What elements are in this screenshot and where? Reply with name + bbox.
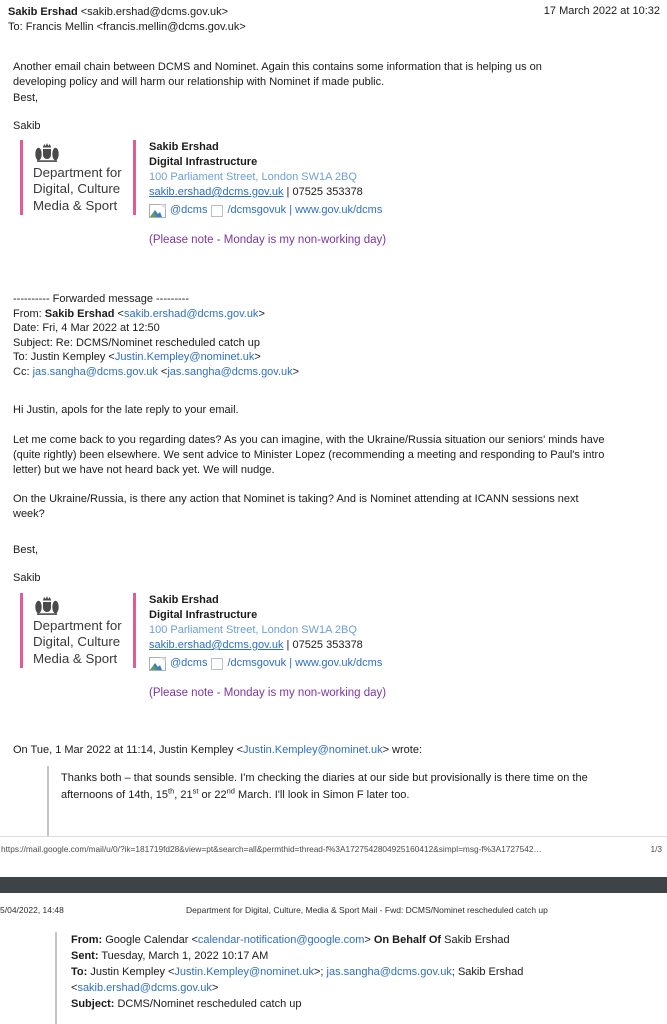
signature-phone: 07525 353378 (292, 639, 363, 651)
royal-crest-icon (34, 141, 60, 163)
page2-header-title: Department for Digital, Culture, Media & Sport Mail - Fwd: DCMS/Nominet rescheduled catch up (186, 905, 548, 915)
email-closing: Best, (13, 92, 39, 104)
dcms-logo (20, 593, 136, 668)
bracket: > (254, 351, 261, 364)
to-email-link-2[interactable]: jas.sangha@dcms.gov.uk (326, 966, 452, 978)
page2-print-header (0, 905, 667, 917)
page2-quoted-header-block (55, 932, 645, 1024)
ordinal-superscript: nd (226, 786, 235, 796)
facebook-and-website-link[interactable]: /dcmsgovuk | www.gov.uk/dcms (227, 657, 383, 669)
bracket: > (292, 365, 300, 378)
logo-text-block (23, 140, 133, 215)
logo-line-3: Media & Sport (33, 197, 118, 213)
email-date: 17 March 2022 at 10:32 (543, 5, 660, 17)
bracket: < (71, 982, 78, 994)
signature-social-line (149, 656, 386, 671)
forwarded-body-paragraph-2: Let me come back to you regarding dates? As you can imagine, with the Ukraine/Russia situation our seniors' minds have (quite rightly) been elsewhere. We sent advice to Minister Lopez (recommending a meeting and responding to Paul's intro letter) but we have not heard back yet. We will nudge. (13, 434, 605, 476)
subject-label: Subject: (71, 998, 115, 1010)
quote-text-part: , 21 (174, 789, 193, 801)
page-bottom-rule (0, 836, 667, 837)
to-email-link-1[interactable]: Justin.Kempley@nominet.uk (174, 966, 314, 978)
empty-image-placeholder-icon (211, 658, 223, 670)
page-indicator: 1/3 (650, 844, 662, 854)
signature-details (149, 593, 386, 701)
page2-sent-line (71, 948, 645, 964)
forwarded-to-line (13, 350, 299, 365)
quote-text-part: or 22 (198, 789, 227, 801)
page2-header-timestamp: 5/04/2022, 14:48 (0, 905, 64, 915)
bracket: > (258, 307, 265, 320)
to-label: To: (71, 966, 88, 978)
forwarded-closing: Best, (13, 544, 39, 556)
signature-address: 100 Parliament Street, London SW1A 2BQ (149, 624, 357, 636)
quote-intro-line (13, 744, 422, 756)
twitter-handle-link[interactable]: @dcms (170, 204, 208, 216)
broken-image-icon (149, 657, 166, 671)
logo-right-bar (133, 140, 136, 215)
contact-separator: | (283, 186, 293, 198)
quoted-message-text (61, 770, 631, 804)
signature-details (149, 140, 386, 248)
sender-email: <sakib.ershad@dcms.gov.uk> (77, 6, 229, 18)
logo-line-2: Digital, Culture (33, 634, 121, 650)
forwarded-body-paragraph-3: On the Ukraine/Russia, is there any action that Nominet is taking? And is Nominet attending at ICANN sessions next week? (13, 493, 579, 520)
royal-crest-icon (34, 594, 60, 616)
forwarded-from-email-link[interactable]: sakib.ershad@dcms.gov.uk (123, 307, 259, 320)
dcms-logo (20, 140, 136, 215)
sent-value: Tuesday, March 1, 2022 10:17 AM (98, 950, 269, 962)
email-header-left (8, 5, 246, 35)
ordinal-superscript: st (192, 786, 199, 796)
logo-line-3: Media & Sport (33, 650, 118, 666)
logo-line-1: Department for (33, 165, 122, 180)
from-value: Google Calendar < (102, 934, 198, 946)
cc-prefix: Cc: (13, 365, 33, 378)
from-label: From: (13, 307, 45, 320)
signature-email-link[interactable]: sakib.ershad@dcms.gov.uk (149, 186, 284, 198)
to-value: Justin Kempley < (87, 966, 175, 978)
email-to-line: To: Francis Mellin <francis.mellin@dcms.gov.uk> (8, 21, 246, 33)
email-from-line (8, 5, 246, 20)
email-header (8, 5, 660, 35)
email-signoff: Sakib (13, 120, 41, 132)
page2-from-line (71, 932, 645, 948)
print-footer-url: https://mail.google.com/mail/u/0/?ik=181719fd28&view=pt&search=all&permthid=thread-f%3A1727542804925160412&simpl=msg-f%3A1727542… (1, 844, 542, 854)
signature-social-line (149, 203, 386, 218)
quote-intro-prefix: On Tue, 1 Mar 2022 at 11:14, Justin Kempley < (13, 744, 244, 756)
bracket: < (157, 365, 168, 378)
bracket: < (114, 307, 124, 320)
non-working-day-note: (Please note - Monday is my non-working day) (149, 687, 387, 699)
forwarded-to-email-link[interactable]: Justin.Kempley@nominet.uk (114, 351, 255, 364)
empty-image-placeholder-icon (211, 205, 223, 217)
logo-right-bar (133, 593, 136, 668)
bracket: >; (313, 966, 327, 978)
calendar-notification-email-link[interactable]: calendar-notification@google.com (197, 934, 365, 946)
bracket: > (364, 934, 374, 946)
quote-text-part: March. I'll look in Simon F later too. (234, 789, 410, 801)
forwarded-subject-line: Subject: Re: DCMS/Nominet rescheduled catch up (13, 336, 261, 349)
signature-name: Sakib Ershad (149, 141, 219, 153)
from-label: From: (71, 934, 103, 946)
signature-title: Digital Infrastructure (149, 156, 258, 168)
logo-text-block (23, 593, 133, 668)
bracket: > (211, 982, 219, 994)
forwarded-signoff: Sakib (13, 572, 41, 584)
signature-email-link[interactable]: sakib.ershad@dcms.gov.uk (149, 639, 284, 651)
subject-value: DCMS/Nominet rescheduled catch up (114, 998, 302, 1010)
signature-block (20, 140, 386, 248)
broken-image-icon (149, 204, 166, 218)
on-behalf-label: On Behalf Of (373, 934, 442, 946)
signature-name: Sakib Ershad (149, 594, 219, 606)
to-value: ; Sakib Ershad (451, 966, 524, 978)
signature-contact-line (149, 638, 386, 653)
forwarded-from-line (13, 307, 299, 322)
forwarded-message-header (13, 292, 299, 380)
facebook-and-website-link[interactable]: /dcmsgovuk | www.gov.uk/dcms (227, 204, 383, 216)
sent-label: Sent: (71, 950, 99, 962)
from-value: Sakib Ershad (441, 934, 510, 946)
signature-address: 100 Parliament Street, London SW1A 2BQ (149, 171, 357, 183)
forwarded-date-line: Date: Fri, 4 Mar 2022 at 12:50 (13, 322, 160, 335)
to-prefix: To: Justin Kempley < (13, 351, 115, 364)
quote-text-part: Thanks both – that sounds sensible. I'm checking the diaries at our side but provisionally is there time on the afternoons of 14th, 15 (61, 772, 588, 801)
page-separator-bar (0, 877, 667, 893)
cc-email-link-2[interactable]: jas.sangha@dcms.gov.uk (167, 365, 293, 378)
page2-to-line (71, 964, 645, 980)
quote-intro-suffix: > wrote: (382, 744, 423, 756)
forwarded-divider: ---------- Forwarded message --------- (13, 293, 189, 305)
sender-name: Sakib Ershad (8, 6, 78, 18)
to-email-link-3[interactable]: sakib.ershad@dcms.gov.uk (77, 982, 212, 994)
page2-to-line-2 (71, 980, 645, 996)
print-footer (1, 844, 662, 854)
ordinal-superscript: th (168, 786, 175, 796)
logo-line-2: Digital, Culture (33, 181, 121, 197)
non-working-day-note: (Please note - Monday is my non-working day) (149, 234, 387, 246)
contact-separator: | (283, 639, 293, 651)
twitter-handle-link[interactable]: @dcms (170, 657, 208, 669)
email-body-paragraph: Another email chain between DCMS and Nominet. Again this contains some information that is helping us on developing policy and will harm our relationship with Nominet if made public. (13, 61, 542, 89)
forwarded-body-paragraph-1: Hi Justin, apols for the late reply to your email. (13, 404, 239, 416)
page2-subject-line (71, 996, 645, 1012)
quoted-message-block (47, 766, 639, 836)
signature-contact-line (149, 185, 386, 200)
signature-block (20, 593, 386, 701)
forwarded-from-name: Sakib Ershad (44, 307, 115, 320)
forwarded-cc-line (13, 365, 299, 380)
logo-line-1: Department for (33, 618, 122, 633)
quote-author-email-link[interactable]: Justin.Kempley@nominet.uk (243, 744, 383, 756)
signature-phone: 07525 353378 (292, 186, 363, 198)
cc-email-link-1[interactable]: jas.sangha@dcms.gov.uk (32, 365, 158, 378)
signature-title: Digital Infrastructure (149, 609, 258, 621)
